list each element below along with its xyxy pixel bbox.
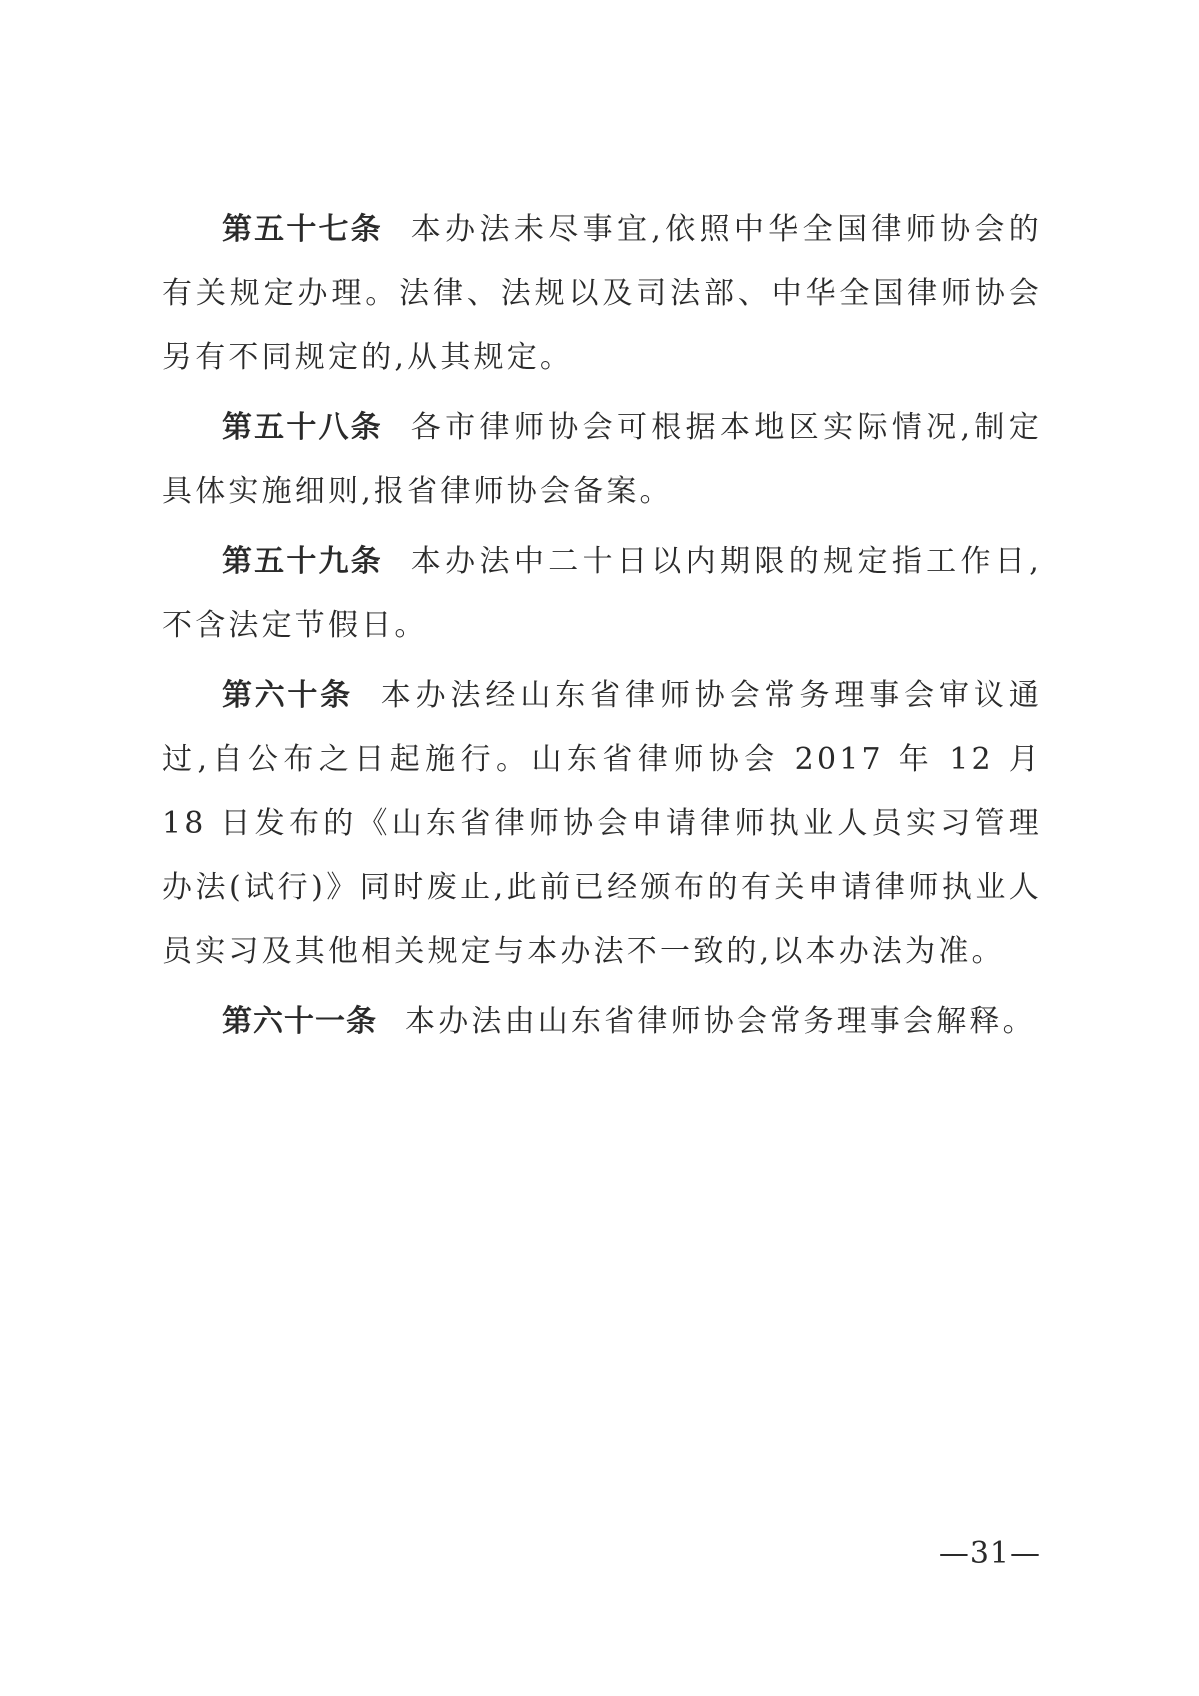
article-body: 本办法未尽事宜,依照中华全国律师协会的有关规定办理。法律、法规以及司法部、中华全国律师协会另有不同规定的,从其规定。	[162, 212, 1042, 375]
article-59	[162, 530, 1042, 658]
article-61	[162, 990, 1042, 1054]
article-body: 本办法中二十日以内期限的规定指工作日,不含法定节假日。	[162, 544, 1042, 643]
article-60	[162, 664, 1042, 984]
article-58	[162, 396, 1042, 524]
article-body: 本办法经山东省律师协会常务理事会审议通过,自公布之日起施行。山东省律师协会 2017 年 12 月 18 日发布的《山东省律师协会申请律师执业人员实习管理办法(试行)》同时废止,此前已经颁布的有关申请律师执业人员实习及其他相关规定与本办法不一致的,以本办法为准。	[162, 678, 1042, 969]
article-heading: 第五十八条	[222, 410, 383, 445]
article-body: 本办法由山东省律师协会常务理事会解释。	[405, 1004, 1036, 1039]
regulation-text	[162, 198, 1042, 1060]
article-57	[162, 198, 1042, 390]
page-number: —31—	[938, 1536, 1041, 1571]
article-heading: 第五十七条	[222, 212, 383, 247]
article-heading: 第六十条	[222, 678, 353, 713]
article-body: 各市律师协会可根据本地区实际情况,制定具体实施细则,报省律师协会备案。	[162, 410, 1042, 509]
article-heading: 第六十一条	[222, 1004, 377, 1039]
article-heading: 第五十九条	[222, 544, 383, 579]
